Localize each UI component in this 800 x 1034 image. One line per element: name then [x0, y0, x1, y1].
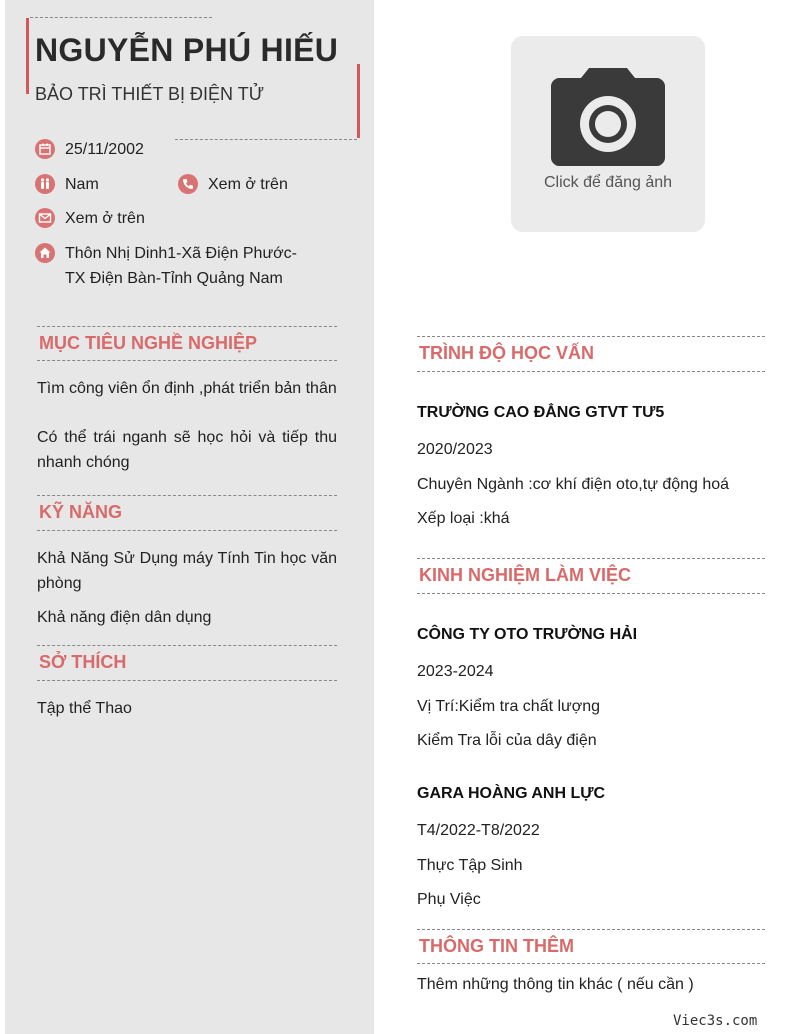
phone-icon — [178, 174, 198, 194]
extra-text[interactable]: Thêm những thông tin khác ( nếu cần ) — [417, 976, 694, 993]
home-icon — [35, 243, 55, 263]
hobby-item[interactable]: Tập thể Thao — [37, 700, 132, 717]
calendar-icon — [35, 139, 55, 159]
company-name[interactable]: CÔNG TY OTO TRƯỜNG HẢI — [417, 626, 638, 643]
education-grade[interactable]: Xếp loại :khá — [417, 510, 510, 527]
company-name[interactable]: GARA HOÀNG ANH LỰC — [417, 785, 606, 802]
phone[interactable]: Xem ở trên — [208, 176, 288, 193]
job-period[interactable]: T4/2022-T8/2022 — [417, 822, 540, 839]
header-dash-top — [30, 17, 212, 18]
extra-line-bottom — [417, 963, 765, 964]
watermark: Viec3s.com — [673, 1013, 758, 1029]
education-major[interactable]: Chuyên Ngành :cơ khí điện oto,tự động hoá — [417, 476, 730, 493]
envelope-icon — [35, 208, 55, 228]
objective-heading[interactable]: MỤC TIÊU NGHỀ NGHIỆP — [39, 333, 258, 353]
job-period[interactable]: 2023-2024 — [417, 663, 494, 680]
education-period[interactable]: 2020/2023 — [417, 441, 493, 458]
gender-icon — [35, 174, 55, 194]
job-detail[interactable]: Kiểm Tra lỗi của dây điện — [417, 732, 597, 749]
address-line-1[interactable]: Thôn Nhị Dinh1-Xã Điện Phước- — [65, 245, 297, 262]
birthdate[interactable]: 25/11/2002 — [65, 141, 144, 158]
education-heading[interactable]: TRÌNH ĐỘ HỌC VẤN — [419, 343, 594, 363]
header-accent-right — [357, 64, 360, 138]
job-detail[interactable]: Vị Trí:Kiểm tra chất lượng — [417, 698, 601, 715]
objective-text-2[interactable]: Có thể trái nganh sẽ học hỏi và tiếp thu nhanh chóng — [37, 429, 337, 471]
objective-line-bottom — [37, 360, 337, 361]
objective-text-1[interactable]: Tìm công viên ổn định ,phát triển bản thân — [37, 380, 337, 397]
job-detail[interactable]: Phụ Việc — [417, 891, 481, 908]
experience-line-bottom — [417, 593, 765, 594]
photo-upload-label[interactable]: Click để đăng ảnh — [543, 174, 673, 191]
skills-heading[interactable]: KỸ NĂNG — [39, 502, 123, 522]
school-name[interactable]: TRƯỜNG CAO ĐẲNG GTVT TƯ5 — [417, 404, 665, 421]
gender[interactable]: Nam — [65, 176, 99, 193]
email[interactable]: Xem ở trên — [65, 210, 145, 227]
experience-heading[interactable]: KINH NGHIỆM LÀM VIỆC — [419, 565, 632, 585]
job-detail[interactable]: Thực Tập Sinh — [417, 857, 523, 874]
header-dash-bottom — [175, 139, 357, 140]
candidate-name[interactable]: NGUYỄN PHÚ HIẾU — [35, 32, 339, 68]
job-title[interactable]: BẢO TRÌ THIẾT BỊ ĐIỆN TỬ — [35, 84, 265, 104]
address-line-2[interactable]: TX Điện Bàn-Tỉnh Quảng Nam — [65, 270, 283, 287]
education-line-top — [417, 336, 765, 337]
camera-icon — [549, 64, 667, 168]
experience-line-top — [417, 558, 765, 559]
education-line-bottom — [417, 371, 765, 372]
skills-line-bottom — [37, 530, 337, 531]
extra-heading[interactable]: THÔNG TIN THÊM — [419, 936, 574, 956]
skill-item[interactable]: Khả năng điện dân dụng — [37, 609, 212, 626]
photo-upload-area[interactable] — [511, 36, 705, 232]
header-accent-left — [26, 18, 29, 94]
hobbies-line-top — [37, 645, 337, 646]
objective-line-top — [37, 326, 337, 327]
skills-line-top — [37, 495, 337, 496]
hobbies-line-bottom — [37, 680, 337, 681]
extra-line-top — [417, 929, 765, 930]
hobbies-heading[interactable]: SỞ THÍCH — [39, 652, 127, 672]
skill-item[interactable]: Khả Năng Sử Dụng máy Tính Tin học văn phòng — [37, 550, 337, 592]
